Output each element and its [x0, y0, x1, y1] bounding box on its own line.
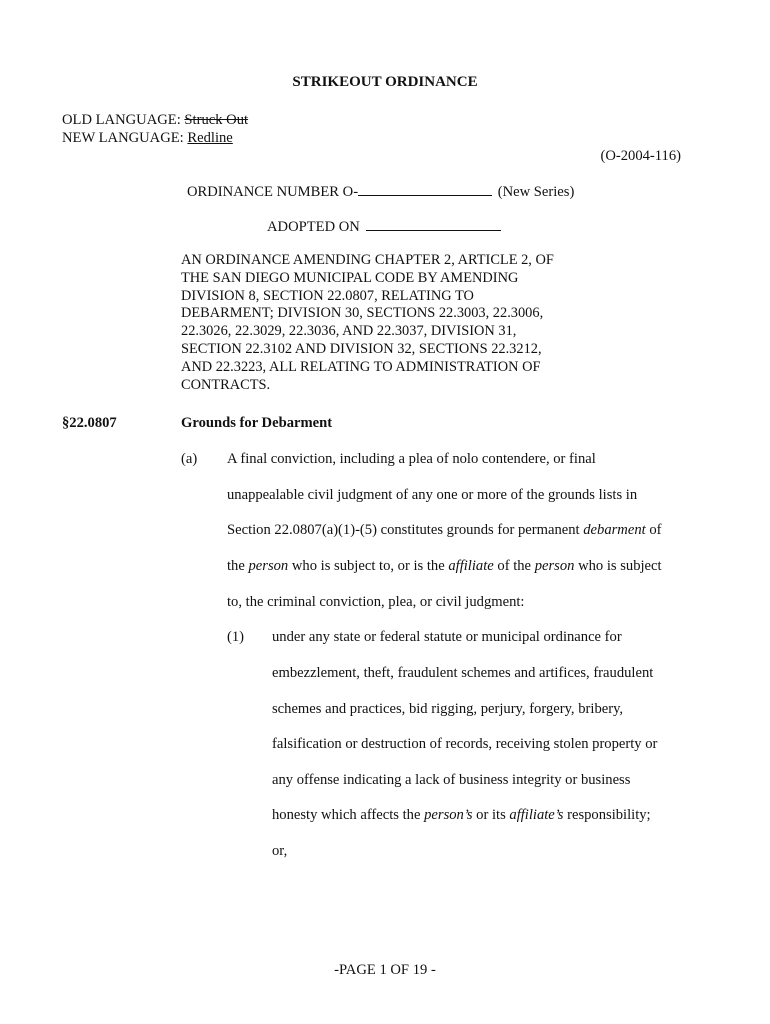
item-1-label: (1): [227, 629, 245, 645]
item-1-line: or,: [272, 843, 288, 859]
caption-line: THE SAN DIEGO MUNICIPAL CODE BY AMENDING: [181, 269, 519, 286]
section-number: §22.0807: [62, 415, 117, 431]
ordinance-caption: [181, 252, 601, 394]
ordinance-number-suffix: (New Series): [497, 184, 575, 200]
subsection-a-line: the person who is subject to, or is the affiliate of the person who is subject: [227, 558, 662, 574]
legend-new: [62, 130, 233, 147]
adopted-on-line: [267, 218, 503, 236]
legend-new-label: NEW LANGUAGE:: [62, 130, 184, 146]
subsection-a-line: unappealable civil judgment of any one or more of the grounds lists in: [227, 487, 638, 503]
caption-line: 22.3026, 22.3029, 22.3036, AND 22.3037, DIVISION 31,: [181, 323, 517, 340]
caption-line: CONTRACTS.: [181, 376, 271, 393]
document-title: STRIKEOUT ORDINANCE: [292, 74, 478, 90]
subsection-a-line: A final conviction, including a plea of nolo contendere, or final: [227, 451, 596, 467]
legend-new-value: Redline: [187, 130, 233, 146]
item-1-line: schemes and practices, bid rigging, perjury, forgery, bribery,: [272, 701, 624, 717]
adopted-on-blank: [366, 218, 501, 231]
legend-old-value: Struck Out: [184, 112, 249, 128]
item-1-line: falsification or destruction of records, receiving stolen property or: [272, 736, 658, 752]
item-1-line: under any state or federal statute or municipal ordinance for: [272, 629, 622, 645]
document-number: (O-2004-116): [600, 148, 681, 164]
page-footer: -PAGE 1 OF 19 -: [334, 962, 436, 978]
subsection-a-label: (a): [181, 451, 198, 467]
ordinance-number-prefix: ORDINANCE NUMBER O-: [187, 184, 359, 200]
caption-line: AND 22.3223, ALL RELATING TO ADMINISTRATION OF: [181, 358, 541, 375]
subsection-a-line: to, the criminal conviction, plea, or civil judgment:: [227, 594, 525, 610]
item-1-line: embezzlement, theft, fraudulent schemes and artifices, fraudulent: [272, 665, 654, 681]
section-heading: Grounds for Debarment: [181, 415, 333, 431]
caption-line: DIVISION 8, SECTION 22.0807, RELATING TO: [181, 287, 474, 304]
subsection-a-line: Section 22.0807(a)(1)-(5) constitutes grounds for permanent debarment of: [227, 522, 662, 538]
caption-line: AN ORDINANCE AMENDING CHAPTER 2, ARTICLE 2, OF: [181, 252, 554, 268]
adopted-on-label: ADOPTED ON: [267, 219, 360, 235]
caption-line: DEBARMENT; DIVISION 30, SECTIONS 22.3003, 22.3006,: [181, 305, 544, 322]
ordinance-number-line: [187, 183, 574, 201]
item-1-line: any offense indicating a lack of business integrity or business: [272, 772, 631, 788]
ordinance-number-blank: [358, 183, 492, 196]
legend-old-label: OLD LANGUAGE:: [62, 112, 181, 128]
item-1-line: honesty which affects the person’s or its affiliate’s responsibility;: [272, 807, 651, 823]
legend-old: [62, 112, 248, 129]
caption-line: SECTION 22.3102 AND DIVISION 32, SECTIONS 22.3212,: [181, 340, 542, 357]
